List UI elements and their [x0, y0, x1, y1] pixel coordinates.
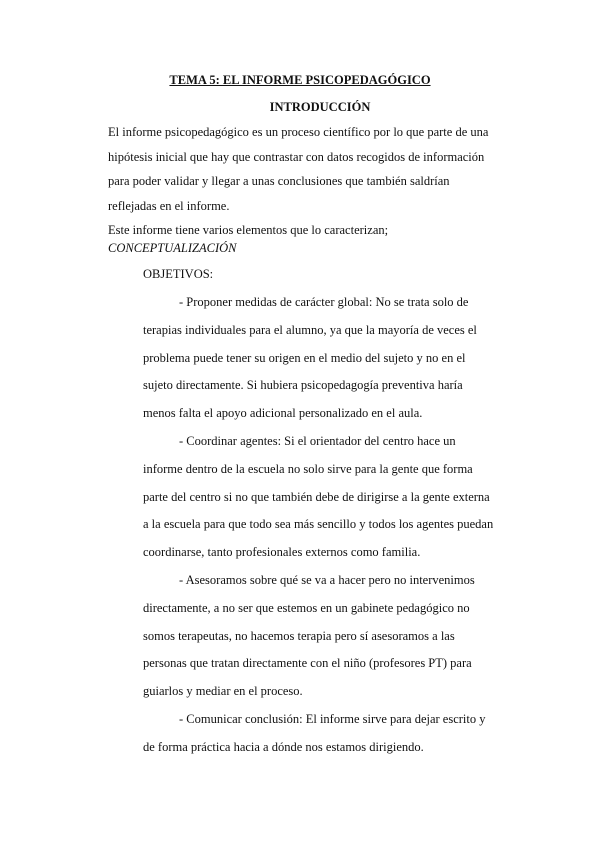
objectives-list [143, 289, 498, 762]
document-title-text: TEMA 5: EL INFORME PSICOPEDAGÓGICO [169, 73, 431, 87]
objective-item: - Coordinar agentes: Si el orientador del centro hace un informe dentro de la escuela no solo sirve para la gente que forma parte del centro si no que también debe de dirigirse a la gente externa a la escuela para que todo sea más sencillo y todos los agentes puedan coordinarse, tanto profesionales externos como familia. [143, 433, 494, 560]
sub-heading-objetivos: OBJETIVOS: [143, 267, 214, 281]
intro-paragraph: El informe psicopedagógico es un proceso científico por lo que parte de una hipótesis inicial que hay que contrastar con datos recogidos de información para poder validar y llegar a unas conclusiones que también saldrían reflejadas en el informe. [108, 125, 489, 213]
objective-item: - Comunicar conclusión: El informe sirve para dejar escrito y de forma práctica hacia a dónde nos estamos dirigiendo. [143, 711, 486, 754]
section-heading-conceptualizacion: CONCEPTUALIZACIÓN [108, 241, 237, 255]
document-title [0, 72, 600, 88]
section-title-introduccion: INTRODUCCIÓN [269, 100, 371, 114]
objective-item: - Asesoramos sobre qué se va a hacer pero no intervenimos directamente, a no ser que estemos en un gabinete pedagógico no somos terapeutas, no hacemos terapia pero sí asesoramos a las personas que tratan directamente con el niño (profesores PT) para guiarlos y mediar en el proceso. [143, 572, 475, 699]
intro-section [108, 120, 498, 243]
intro-paragraph: Este informe tiene varios elementos que lo caracterizan; [108, 223, 389, 237]
objective-item: - Proponer medidas de carácter global: No se trata solo de terapias individuales para el alumno, ya que la mayoría de veces el problema puede tener su origen en el medio del sujeto y no en el sujeto directamente. Si hubiera psicopedagogía preventiva haría menos falta el apoyo adicional personalizado en el aula. [143, 295, 477, 421]
